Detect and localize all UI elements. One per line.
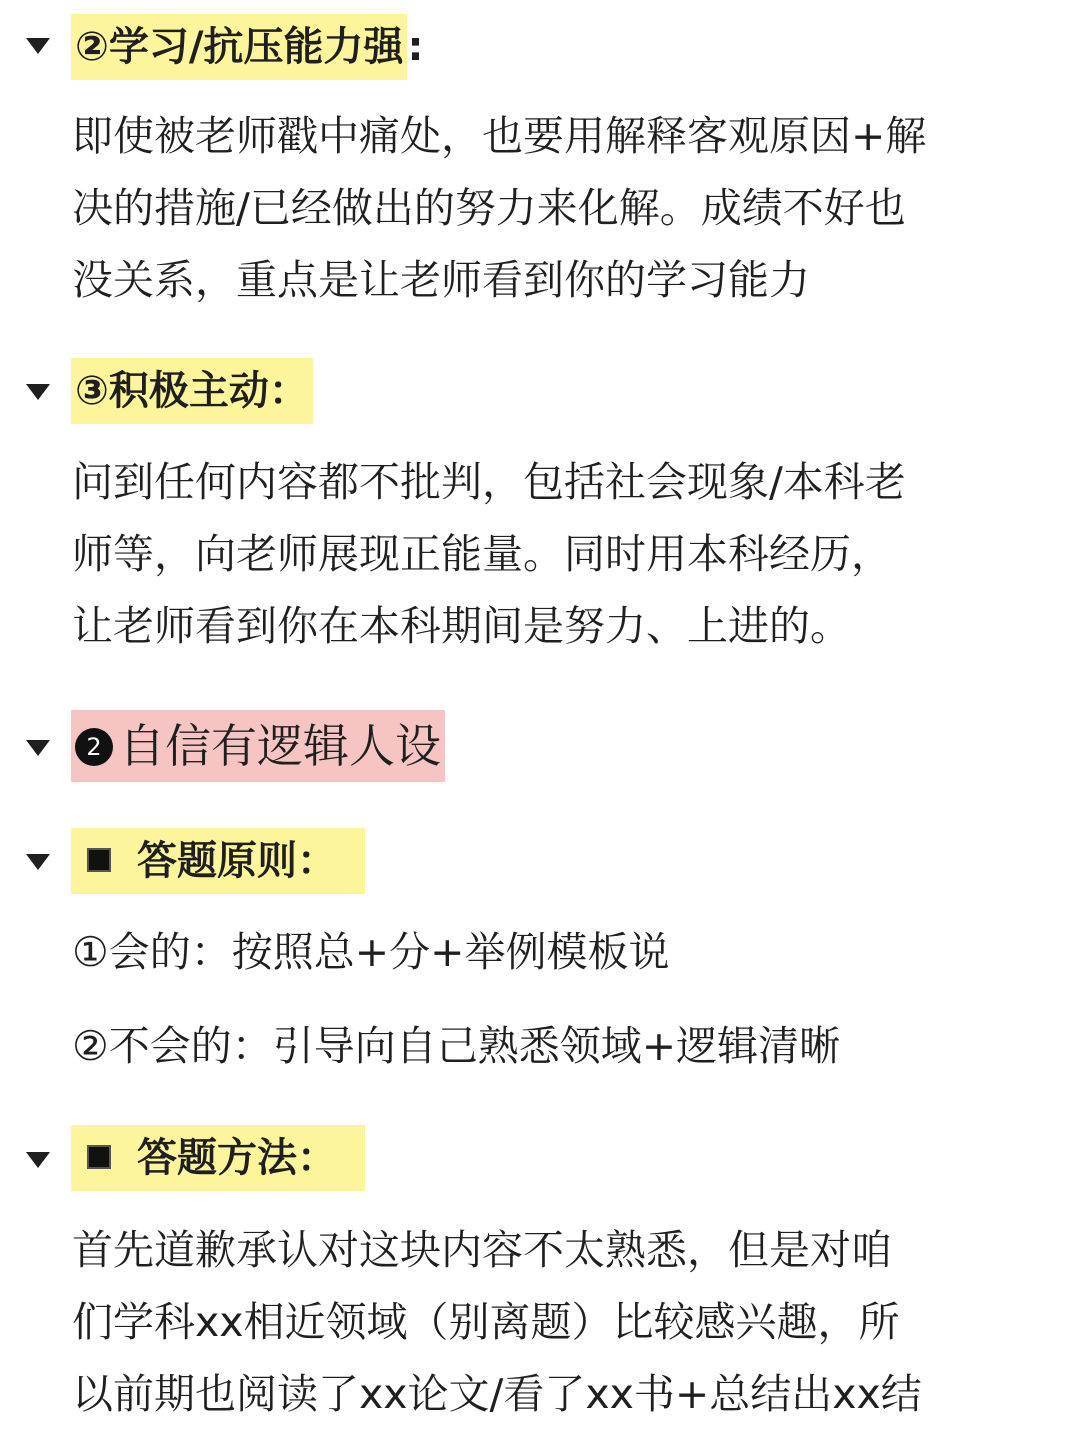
- black-square-icon: [87, 1145, 111, 1169]
- heading-colon: :: [407, 24, 424, 70]
- section-paragraph-methods: [72, 1214, 1012, 1430]
- heading-text: 答题方法：: [137, 1135, 337, 1181]
- paragraph-line: 即使被老师戳中痛处，也要用解释客观原因+解: [72, 112, 927, 160]
- heading-highlight: ②学习/抗压能力强: [71, 14, 407, 80]
- heading-highlight: [71, 710, 445, 782]
- heading-highlight: ③积极主动：: [71, 358, 313, 424]
- heading-highlight: [71, 828, 365, 894]
- paragraph-line: 让老师看到你在本科期间是努力、上进的。: [72, 602, 851, 650]
- section-heading-methods: [71, 1125, 365, 1191]
- heading-text: 答题原则：: [137, 838, 337, 884]
- section-list-principles: [72, 914, 1012, 1084]
- paragraph-line: 没关系，重点是让老师看到你的学习能力: [72, 256, 810, 304]
- paragraph-line: 首先道歉承认对这块内容不太熟悉，但是对咱: [72, 1226, 892, 1274]
- list-item: ①会的：按照总+分+举例模板说: [72, 928, 670, 976]
- paragraph-line: 问到任何内容都不批判，包括社会现象/本科老: [72, 458, 906, 506]
- list-item: ②不会的：引导向自己熟悉领域+逻辑清晰: [72, 1022, 841, 1070]
- section-heading-learning: [71, 14, 423, 80]
- paragraph-line: 决的措施/已经做出的努力来化解。成绩不好也: [72, 184, 906, 232]
- paragraph-line: 以前期也阅读了xx论文/看了xx书+总结出xx结: [72, 1370, 922, 1418]
- section-heading-confident: [71, 710, 445, 782]
- section-paragraph-proactive: [72, 446, 1012, 662]
- section-paragraph-learning: [72, 100, 1012, 316]
- toggle-caret-icon[interactable]: [26, 1152, 50, 1168]
- section-heading-proactive: [71, 358, 313, 424]
- section-heading-principles: [71, 828, 365, 894]
- toggle-caret-icon[interactable]: [26, 740, 50, 756]
- circled-number-icon: 2: [75, 728, 113, 766]
- toggle-caret-icon[interactable]: [26, 854, 50, 870]
- paragraph-line: 师等，向老师展现正能量。同时用本科经历，: [72, 530, 892, 578]
- paragraph-line: 们学科xx相近领域（别离题）比较感兴趣，所: [72, 1298, 900, 1346]
- toggle-caret-icon[interactable]: [26, 384, 50, 400]
- toggle-caret-icon[interactable]: [26, 38, 50, 54]
- heading-text: 自信有逻辑人设: [119, 719, 441, 773]
- black-square-icon: [87, 848, 111, 872]
- heading-highlight: [71, 1125, 365, 1191]
